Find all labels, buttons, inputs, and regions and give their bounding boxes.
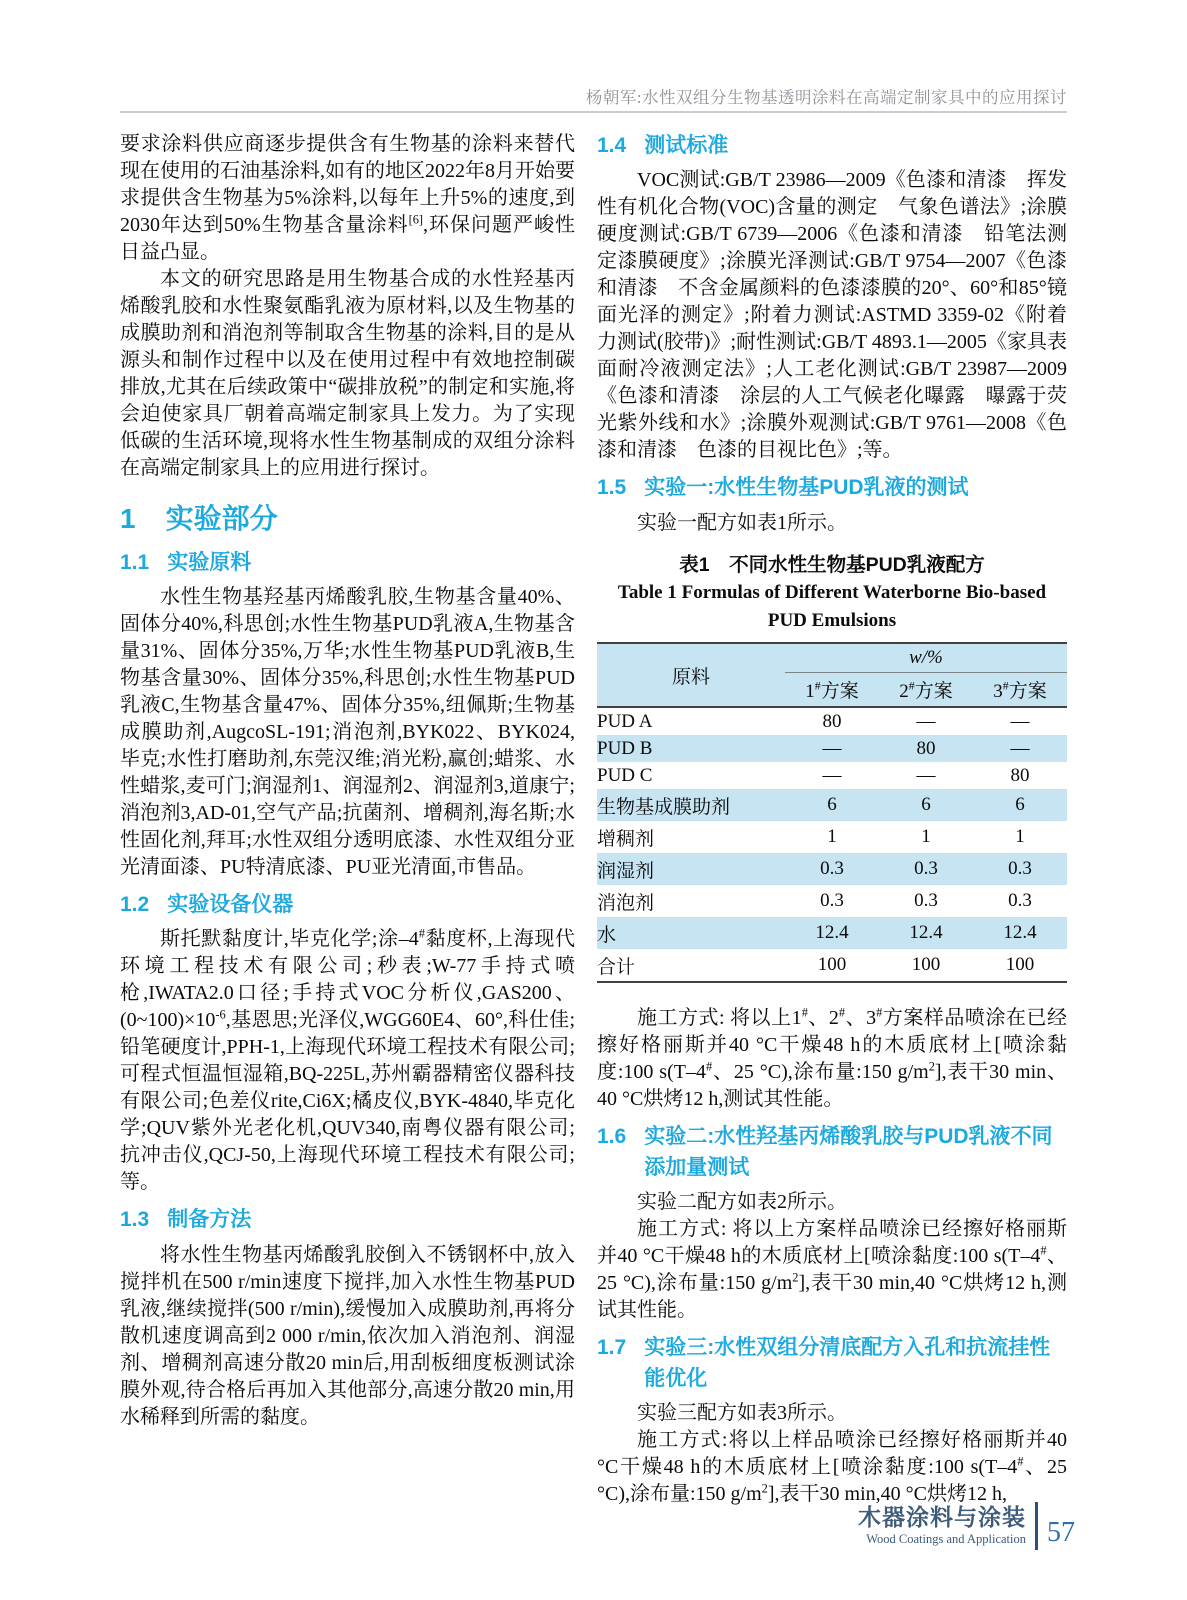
table1-body xyxy=(597,707,1067,982)
paragraph-materials: 水性生物基羟基丙烯酸乳胶,生物基含量40%、固体分40%,科思创;水性生物基PUD乳液A,生物基含量31%、固体分35%,万华;水性生物基PUD乳液B,生物基含量30%、固体分35%,科思创;水性生物基PUD乳液C,生物基含量47%、固体分35%,纽佩斯;生物基成膜助剂,AugcoSL-191;消泡剂,BYK022、BYK024,毕克;水性打磨助剂,东莞汉维;消光粉,赢创;蜡浆、水性蜡浆,麦可门;润湿剂1、润湿剂2、润湿剂3,道康宁;消泡剂3,AD-01,空气产品;抗菌剂、增稠剂,海名斯;水性固化剂,拜耳;水性双组分透明底漆、水性双组分亚光清面漆、PU特清底漆、PU亚光清面,市售品。 xyxy=(120,586,575,879)
cell-value: — xyxy=(822,737,842,759)
section-title: 测试标准 xyxy=(644,134,729,157)
cell-material: 增稠剂 xyxy=(597,828,655,850)
page-footer xyxy=(858,1502,1075,1550)
cell-value: 6 xyxy=(827,794,837,816)
section-number: 1.5 xyxy=(597,476,627,500)
paragraph-equipment: 斯托默黏度计,毕克化学;涂–4#黏度杯,上海现代环境工程技术有限公司;秒表;W-77手持式喷枪,IWATA2.0口径;手持式VOC分析仪,GAS200、$(0\sim 100)\times 10^{-6}$,基恩思;光泽仪,WGG60E4、60°,科仕佳;铅笔硬度计,PPH-1,上海现代环境工程技术有限公司;可程式恒温恒湿箱,BQ-225L,苏州霸器精密仪器科技有限公司;色差仪rite,Ci6X;橘皮仪,BYK-4840,毕克化学;QUV紫外光老化机,QUV340,南粤仪器有限公司;抗冲击仪,QCJ-50,上海现代环境工程技术有限公司;等。 xyxy=(120,926,575,1194)
cell-value: — xyxy=(1010,710,1030,732)
section-heading-1-3 xyxy=(120,1205,575,1235)
journal-name-en: Wood Coatings and Application xyxy=(866,1532,1026,1547)
footer-divider-bar xyxy=(1035,1502,1038,1550)
paragraph-test-standards: VOC测试:GB/T 23986—2009《色漆和清漆 挥发性有机化合物(VOC)含量的测定 气象色谱法》;涂膜硬度测试:GB/T 6739—2006《色漆和清漆 铅笔法测定漆膜硬度》;涂膜光泽测试:GB/T 9754—2007《色漆和清漆 不含金属颜料的色漆漆膜的20°、60°和85°镜面光泽的测定》;附着力测试:ASTMD 3359-02《附着力测试(胶带)》;耐性测试:GB/T 4893.1—2005《家具表面耐冷液测定法》;人工老化测试:GB/T 23987—2009《色漆和清漆 涂层的人工气候老化曝露 曝露于荧光紫外线和水》;涂膜外观测试:GB/T 9761—2008《色漆和清漆 色漆的目视比色》;等。 xyxy=(597,169,1067,462)
two-column-body xyxy=(120,131,1067,1508)
cell-value: — xyxy=(916,764,936,786)
table-row xyxy=(597,735,1067,762)
cell-value: 12.4 xyxy=(909,922,943,944)
column-header-plan-3: 3#方案 xyxy=(973,673,1067,708)
section-heading-1-6 xyxy=(597,1122,1067,1183)
running-head: 杨朝军:水性双组分生物基透明涂料在高端定制家具中的应用探讨 xyxy=(585,88,1067,107)
paragraph-exp2-ref: 实验二配方如表2所示。 xyxy=(637,1191,847,1214)
section-number: 1.6 xyxy=(597,1125,627,1149)
cell-value: 0.3 xyxy=(1008,858,1032,880)
cell-value: 0.3 xyxy=(1008,890,1032,912)
section-title: 实验二:水性羟基丙烯酸乳胶与PUD乳液不同添加量测试 xyxy=(644,1125,1053,1179)
cell-value: 80 xyxy=(1010,764,1030,786)
section-number: 1.7 xyxy=(597,1336,627,1360)
paragraph-application-exp1: 施工方式: 将以上1#、2#、3#方案样品喷涂在已经擦好格丽斯并40 °C干燥48 h的木质底材上[喷涂黏度:100 s(T–4#、25 °C),涂布量:150 $g/m^2$],表干30 min、40 °C烘烤12 h,测试其性能。 xyxy=(597,1005,1068,1111)
cell-value: 6 xyxy=(921,794,931,816)
section-number: 1.3 xyxy=(120,1208,150,1232)
journal-name-zh: 木器涂料与涂装 xyxy=(858,1503,1026,1530)
table-row xyxy=(597,853,1067,885)
section-title: 实验三:水性双组分清底配方入孔和抗流挂性能优化 xyxy=(644,1336,1051,1390)
paragraph-application-exp2: 施工方式: 将以上方案样品喷涂已经擦好格丽斯并40 °C干燥48 h的木质底材上[喷涂黏度:100 s(T–4#、25 °C),涂布量:150 $g/m^2$],表干30 min,40 °C烘烤12 h,测试其性能。 xyxy=(597,1218,1068,1322)
section-title: 制备方法 xyxy=(167,1208,252,1232)
cell-material: 生物基成膜助剂 xyxy=(597,796,731,818)
cell-value: 1 xyxy=(921,826,931,848)
table-row xyxy=(597,821,1067,853)
cell-value: — xyxy=(916,710,936,732)
cell-material: 消泡剂 xyxy=(597,892,655,914)
cell-value: 0.3 xyxy=(820,858,844,880)
cell-value: 0.3 xyxy=(820,890,844,912)
cell-material: PUD C xyxy=(597,764,653,786)
table1-formulas xyxy=(597,642,1067,983)
left-column xyxy=(120,131,575,1431)
header-rule xyxy=(120,111,1067,113)
section-title: 实验设备仪器 xyxy=(167,893,294,917)
table-row xyxy=(597,789,1067,821)
cell-value: 0.3 xyxy=(914,890,938,912)
cell-value: 12.4 xyxy=(1003,922,1037,944)
cell-material: 合计 xyxy=(597,956,636,978)
table-row xyxy=(597,885,1067,917)
section-heading-1-5 xyxy=(597,473,1067,503)
table-row xyxy=(597,762,1067,789)
section-number: 1.4 xyxy=(597,134,627,157)
cell-value: 12.4 xyxy=(815,922,849,944)
cell-value: 1 xyxy=(1015,826,1025,848)
section-heading-1-2 xyxy=(120,890,575,920)
right-column xyxy=(597,131,1067,1508)
table-row-total xyxy=(597,949,1067,982)
table-row xyxy=(597,917,1067,949)
paragraph-research-idea: 本文的研究思路是用生物基合成的水性羟基丙烯酸乳胶和水性聚氨酯乳液为原材料,以及生物基的成膜助剂和消泡剂等制取含生物基的涂料,目的是从源头和制作过程中以及在使用过程中有效地控制碳排放,尤其在后续政策中“碳排放税”的制定和实施,将会迫使家具厂朝着高端定制家具上发力。为了实现低碳的生活环境,现将水性生物基制成的双组分涂料在高端定制家具上的应用进行探讨。 xyxy=(120,268,575,479)
column-header-plan-1: 1#方案 xyxy=(785,673,879,708)
section-heading-1 xyxy=(120,502,575,536)
section-number: 1.1 xyxy=(120,550,150,574)
paragraph-intro-continuation: 要求涂料供应商逐步提供含有生物基的涂料来替代现在使用的石油基涂料,如有的地区2022年8月开始要求提供含生物基为5%涂料,以每年上升5%的速度,到2030年达到50%生物基含量涂料[6],环保问题严峻性日益凸显。 xyxy=(120,133,576,263)
paragraph-preparation-method: 将水性生物基丙烯酸乳胶倒入不锈钢杯中,放入搅拌机在500 r/min速度下搅拌,加入水性生物基PUD乳液,继续搅拌(500 r/min),缓慢加入成膜助剂,再将分散机速度调高到2 000 r/min,依次加入消泡剂、润湿剂、增稠剂高速分散20 min后,用刮板细度板测试涂膜外观,待合格后再加入其他部分,高速分散20 min,用水稀释到所需的黏度。 xyxy=(120,1243,575,1428)
section-title: 实验一:水性生物基PUD乳液的测试 xyxy=(644,476,969,500)
cell-value: — xyxy=(822,764,842,786)
paragraph-exp1-ref: 实验一配方如表1所示。 xyxy=(637,511,847,534)
cell-value: 100 xyxy=(1005,954,1035,976)
cell-material: PUD A xyxy=(597,710,653,732)
cell-material: PUD B xyxy=(597,737,653,759)
cell-value: 1 xyxy=(827,826,837,848)
cell-value: 100 xyxy=(911,954,941,976)
cell-material: 润湿剂 xyxy=(597,860,655,882)
table1-caption-zh: 表1 不同水性生物基PUD乳液配方 xyxy=(679,553,985,576)
page-number: 57 xyxy=(1047,1517,1075,1549)
column-header-plan-2: 2#方案 xyxy=(879,673,973,708)
section-heading-1-1 xyxy=(120,548,575,578)
cell-value: 0.3 xyxy=(914,858,938,880)
cell-value: 80 xyxy=(916,737,936,759)
table1-caption-en-2: PUD Emulsions xyxy=(767,609,897,631)
table1-caption-en: Table 1 Formulas of Different Waterborne Bio-based xyxy=(617,582,1047,604)
column-header-material: 原料 xyxy=(597,643,785,707)
journal-name-block xyxy=(858,1505,1026,1548)
column-header-w-percent: w/% xyxy=(785,643,1067,673)
cell-value: 80 xyxy=(822,710,842,732)
table-row xyxy=(597,707,1067,735)
section-heading-1-7 xyxy=(597,1333,1067,1394)
section-heading-1-4 xyxy=(597,131,1067,161)
table1-head xyxy=(597,643,1067,707)
paragraph-exp3-ref: 实验三配方如表3所示。 xyxy=(637,1401,847,1424)
section-title: 实验部分 xyxy=(165,503,278,534)
section-number: 1 xyxy=(120,503,136,534)
cell-value: — xyxy=(1010,737,1030,759)
table1-block xyxy=(597,551,1067,983)
cell-value: 100 xyxy=(817,954,847,976)
paragraph-application-exp3: 施工方式:将以上样品喷涂已经擦好格丽斯并40 °C干燥48 h的木质底材上[喷涂黏度:100 s(T–4#、25 °C),涂布量:150 $g/m^2$],表干30 min,40 °C烘烤12 h, xyxy=(597,1428,1068,1505)
table-header-row xyxy=(597,643,1067,673)
section-title: 实验原料 xyxy=(167,550,252,574)
section-number: 1.2 xyxy=(120,893,150,917)
cell-value: 6 xyxy=(1015,794,1025,816)
cell-material: 水 xyxy=(597,924,617,946)
